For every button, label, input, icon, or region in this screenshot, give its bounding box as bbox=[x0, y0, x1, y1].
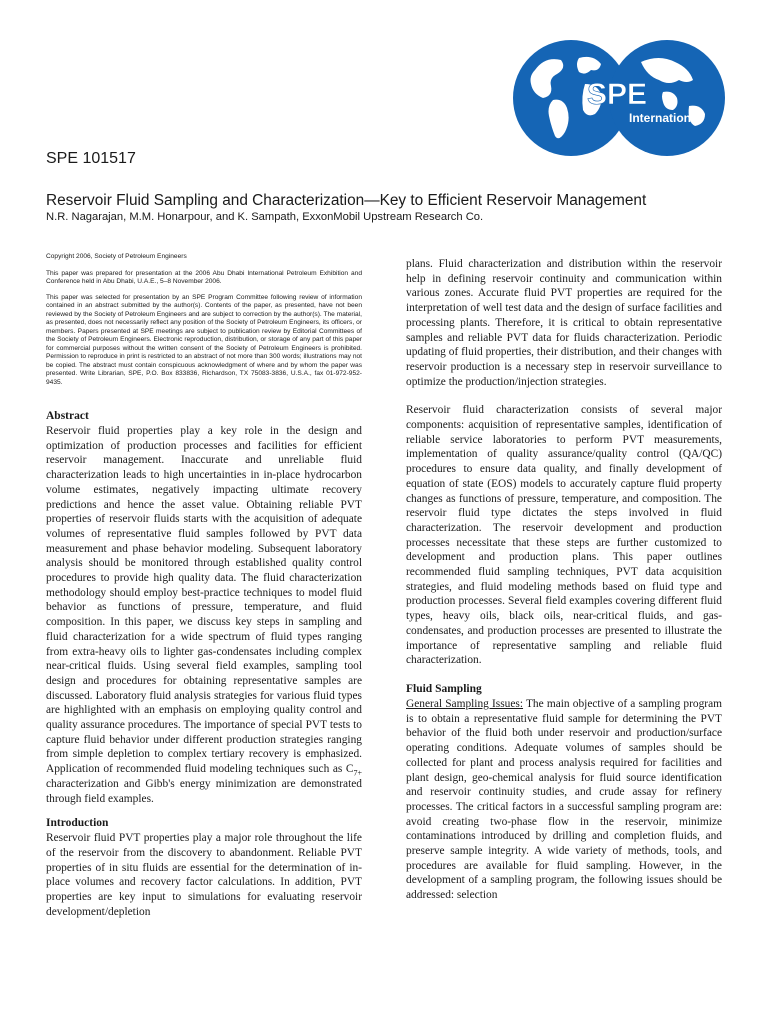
sampling-issues-text: The main objective of a sampling program is to obtain a representative fluid sample for determining the PVT behavior of the fluid both under reservoir and production/surface operating conditions. Adequate volumes of samples should be collected for plant and process analysis required for facilities and plant design, geo-chemical analysis for fluid source identification and reservoir continuity studies, and crude assay for refinery processes. The critical factors in a successful sampling program are: avoid creating two-phase flow in the reservoir, minimize contaminations introduced by drilling and completion fluids, and preserve sample integrity. A wide variety of methods, tools, and procedures are available for fluid sampling. However, in the development of a sampling program, the following issues should be addressed: selection bbox=[406, 697, 723, 902]
review-notice: This paper was selected for presentation by an SPE Program Committee following review of information contained in an abstract submitted by the author(s). Contents of the paper, as presented, have not been reviewed by the Society of Petroleum Engineers and are subject to correction by the author(s). The material, as presented, does not necessarily reflect any position of the Society of Petroleum Engineers, its officers, or members. Papers presented at SPE meetings are subject to publication review by Editorial Committees of the Society of Petroleum Engineers. Electronic reproduction, distribution, or storage of any part of this paper for commercial purposes without the written consent of the Society of Petroleum Engineers is prohibited. Permission to reproduce in print is restricted to an abstract of not more than 300 words; illustrations may not be copied. The abstract must contain conspicuous acknowledgment of where and by whom the paper was presented. Write Librarian, SPE, P.O. Box 833836, Richardson, TX 75083-3836, U.S.A., fax 01-972-952-9435. bbox=[46, 293, 362, 386]
paper-authors: N.R. Nagarajan, M.M. Honarpour, and K. Sampath, ExxonMobil Upstream Research Co. bbox=[46, 211, 484, 223]
logo-text-international: International bbox=[628, 111, 702, 125]
abstract-text-main: Reservoir fluid properties play a key role in the design and optimization of production processes and facilities for efficient reservoir management. Inaccurate and unreliable fluid characterization leads to high uncertainties in in-place hydrocarbon volume estimates, negatively impacting ultimate recovery predictions and hence the asset value. Obtaining reliable PVT properties of reservoir fluids starts with the acquisition of adequate volumes of representative fluid samples followed by PVT data measurement and phase behavior modeling. Subsequent laboratory analysis should be monitored through established quality control procedures to provide high quality data. The fluid characterization methodology should employ best-practice techniques to model fluid behavior as functions of pressure, temperature, and fluid composition. In this paper, we discuss key steps in sampling and fluid characterization for a wide spectrum of fluid types ranging from extra-heavy oils to lighter gas-condensates including complex near-critical fluids. Using several field examples, sampling tool design and procedures for obtaining representative samples are discussed. Laboratory fluid analysis strategies for various fluid types are highlighted with an emphasis on employing quality control and quality assurance procedures. The importance of special PVT tests to capture fluid behavior under different production strategies ranging from simple depletion to complex tertiary recovery is emphasized. Application of recommended fluid modeling techniques such as C bbox=[46, 425, 362, 776]
sampling-issues-paragraph bbox=[406, 697, 722, 903]
left-column bbox=[46, 253, 362, 920]
introduction-continued-text: plans. Fluid characterization and distribution within the reservoir help in defining reservoir continuity and communication within various zones. Accurate fluid PVT properties are required for the interpretation of well test data and the design of surface facilities and processing plants. Therefore, it is critical to obtain representative samples and reliable PVT data for fluids characterization. Periodic updating of fluid properties, their distribution, and their changes with reservoir production is a necessary step in reservoir surveillance to optimize the production/injection strategies. bbox=[406, 258, 722, 388]
abstract-subscript: 7+ bbox=[353, 768, 362, 778]
spe-international-logo bbox=[513, 40, 725, 156]
paper-number: SPE 101517 bbox=[46, 150, 136, 167]
general-sampling-issues-subheading: General Sampling Issues: bbox=[406, 697, 524, 710]
presentation-notice: This paper was prepared for presentation at the 2006 Abu Dhabi International Petroleum Exhibition and Conference held in Abu Dhabi, U.A.E., 5–8 November 2006. bbox=[46, 269, 362, 285]
fluid-sampling-heading: Fluid Sampling bbox=[406, 682, 482, 695]
right-column bbox=[406, 257, 722, 903]
logo-text-spe: SPE bbox=[586, 78, 648, 111]
copyright-line: Copyright 2006, Society of Petroleum Engineers bbox=[46, 253, 187, 260]
abstract-text-end: characterization and Gibb's energy minimization are demonstrated through field examples. bbox=[46, 777, 362, 805]
introduction-text: Reservoir fluid PVT properties play a major role throughout the life of the reservoir from the discovery to abandonment. Reliable PVT properties of in situ fluids are essential for the determination of in-place volumes and recovery factor calculations. In addition, PVT properties are key input to simulations for evaluating reservoir development/depletion bbox=[46, 832, 362, 918]
introduction-heading: Introduction bbox=[46, 817, 109, 830]
characterization-paragraph: Reservoir fluid characterization consists of several major components: acquisition of representative samples, identification of reliable service laboratories to perform PVT measurements, implementation of quality assurance/quality control (QA/QC) procedures to ensure data quality, and finally development of equation of state (EOS) models to accurately capture fluid property changes as functions of pressure, temperature, and composition. The reservoir fluid type dictates the steps involved in fluid characterization. The reservoir development and production processes necessitate that these steps are further customized to development and production plans. This paper outlines recommended fluid sampling techniques, PVT data acquisition strategies, and fluid modeling methods based on fluid type and production processes. Several field examples covering different fluid types, heavy oils, black oils, near-critical fluids, and gas-condensates, and production processes are presented to illustrate the importance of representative sampling and reliable fluid characterization. bbox=[406, 404, 722, 667]
abstract-heading: Abstract bbox=[46, 410, 89, 422]
abstract-text bbox=[46, 424, 362, 806]
paper-title: Reservoir Fluid Sampling and Characterization—Key to Efficient Reservoir Management bbox=[46, 192, 647, 209]
